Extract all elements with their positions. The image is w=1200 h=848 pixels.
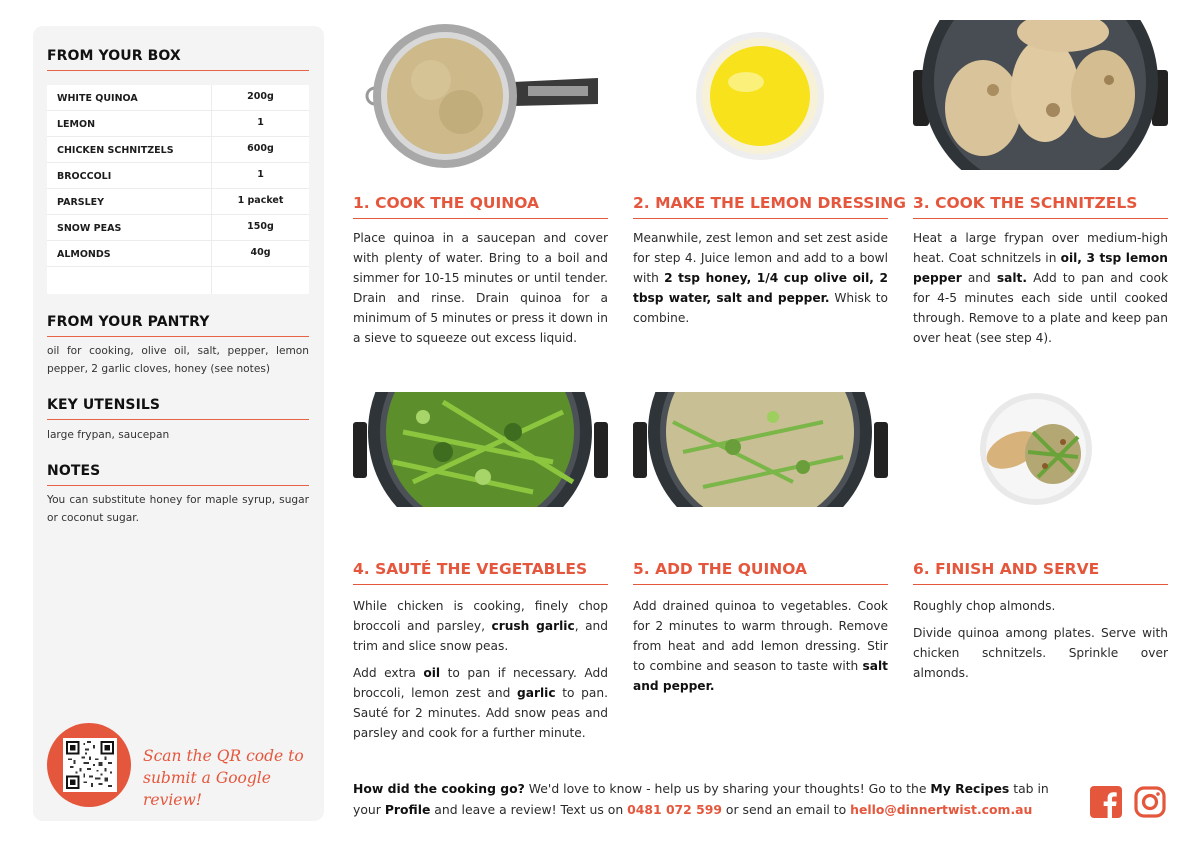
instruction-text: Place quinoa in a saucepan and cover with plenty of water. Bring to a boil and simmer for 10-15 minutes or until tender. Drain and rinse. Drain quinoa for a minimum of 5 minutes or press it down in a sieve to squeeze out excess liquid. bbox=[353, 231, 608, 345]
footer-emphasis: My Recipes bbox=[930, 781, 1010, 796]
ingredient-row bbox=[47, 215, 309, 241]
step-2-photo bbox=[633, 20, 888, 170]
instruction-paragraph bbox=[913, 228, 1168, 348]
ingredient-name: LEMON bbox=[57, 119, 96, 130]
ingredient-row-empty bbox=[47, 267, 309, 293]
instruction-text: to pan. Sauté for 2 minutes. Add snow peas and parsley and cook for a further minute. bbox=[353, 686, 608, 740]
step-6-photo bbox=[913, 392, 1168, 507]
step-instructions bbox=[633, 228, 888, 335]
step-title: 1. COOK THE QUINOA bbox=[353, 194, 608, 219]
qr-caption-line: Scan the QR code to bbox=[143, 747, 304, 765]
step-instructions bbox=[913, 596, 1168, 690]
step-5-photo bbox=[633, 392, 888, 507]
ingredient-row bbox=[47, 189, 309, 215]
footer-emphasis: How did the cooking go? bbox=[353, 781, 525, 796]
footer-emphasis: Profile bbox=[384, 802, 431, 817]
instagram-icon bbox=[1134, 786, 1166, 818]
instruction-emphasis: crush garlic bbox=[491, 619, 575, 633]
instruction-text: While chicken is cooking, finely chop broccoli and parsley, bbox=[353, 599, 608, 633]
step-instructions bbox=[633, 596, 888, 703]
qr-code-icon bbox=[66, 741, 114, 789]
ingredient-qty: 1 bbox=[257, 117, 264, 128]
qr-code[interactable] bbox=[63, 738, 117, 792]
ingredient-name: SNOW PEAS bbox=[57, 223, 122, 234]
instruction-emphasis: salt. bbox=[996, 271, 1028, 285]
step-instructions bbox=[353, 228, 608, 355]
qr-caption-line: submit a Google review! bbox=[143, 769, 271, 809]
step-4-photo bbox=[353, 392, 608, 507]
instruction-text: Divide quinoa among plates. Serve with chicken schnitzels. Sprinkle over almonds. bbox=[913, 626, 1168, 680]
ingredient-qty: 40g bbox=[250, 247, 271, 258]
utensils-text: large frypan, saucepan bbox=[47, 429, 170, 441]
ingredient-name: ALMONDS bbox=[57, 249, 111, 260]
instruction-paragraph bbox=[353, 663, 608, 743]
instruction-paragraph bbox=[353, 228, 608, 348]
facebook-icon bbox=[1090, 786, 1122, 818]
pantry-text: oil for cooking, olive oil, salt, pepper, lemon pepper, 2 garlic cloves, honey (see notes) bbox=[47, 345, 309, 375]
ingredient-name: PARSLEY bbox=[57, 197, 105, 208]
instagram-link[interactable] bbox=[1134, 786, 1166, 818]
footer-text: or send an email to bbox=[721, 802, 851, 817]
ingredient-name: WHITE QUINOA bbox=[57, 93, 138, 104]
from-your-box-title: FROM YOUR BOX bbox=[47, 48, 309, 71]
step-title: 4. SAUTÉ THE VEGETABLES bbox=[353, 560, 608, 585]
ingredient-qty: 200g bbox=[247, 91, 274, 102]
step-title: 3. COOK THE SCHNITZELS bbox=[913, 194, 1168, 219]
instruction-emphasis: salt and pepper. bbox=[633, 659, 888, 693]
instruction-text: Add extra bbox=[353, 666, 424, 680]
instruction-text: Meanwhile, zest lemon and set zest aside for step 4. Juice lemon and add to a bowl with bbox=[633, 231, 888, 285]
ingredient-name: CHICKEN SCHNITZELS bbox=[57, 145, 174, 156]
notes-text: You can substitute honey for maple syrup, sugar or coconut sugar. bbox=[47, 494, 309, 524]
ingredient-qty: 1 bbox=[257, 169, 264, 180]
instruction-text: Roughly chop almonds. bbox=[913, 599, 1056, 613]
notes-title: NOTES bbox=[47, 463, 309, 486]
qr-caption bbox=[143, 745, 313, 811]
instruction-emphasis: garlic bbox=[517, 686, 556, 700]
footer-contact[interactable]: hello@dinnertwist.com.au bbox=[850, 802, 1033, 817]
instruction-text: and bbox=[961, 271, 997, 285]
step-title: 6. FINISH AND SERVE bbox=[913, 560, 1168, 585]
step-3-photo bbox=[913, 20, 1168, 170]
instruction-paragraph bbox=[353, 596, 608, 656]
ingredient-row bbox=[47, 241, 309, 267]
ingredients-sidebar bbox=[33, 26, 324, 821]
from-your-pantry-title: FROM YOUR PANTRY bbox=[47, 314, 309, 337]
ingredient-row bbox=[47, 85, 309, 111]
instruction-paragraph bbox=[913, 623, 1168, 683]
key-utensils-title: KEY UTENSILS bbox=[47, 397, 309, 420]
step-title: 2. MAKE THE LEMON DRESSING bbox=[633, 194, 888, 219]
instruction-emphasis: oil bbox=[423, 666, 441, 680]
footer-contact[interactable]: 0481 072 599 bbox=[627, 802, 722, 817]
step-instructions bbox=[353, 596, 608, 750]
qr-code-badge[interactable] bbox=[47, 723, 131, 807]
instruction-text: to pan if necessary. Add broccoli, lemon zest and bbox=[353, 666, 608, 700]
ingredient-row bbox=[47, 111, 309, 137]
ingredient-qty: 150g bbox=[247, 221, 274, 232]
facebook-link[interactable] bbox=[1090, 786, 1122, 818]
footer-text: tab in your bbox=[353, 781, 1049, 817]
footer-text: and leave a review! Text us on bbox=[430, 802, 628, 817]
instruction-paragraph bbox=[633, 228, 888, 328]
instruction-text: , and trim and slice snow peas. bbox=[353, 619, 609, 653]
instruction-paragraph bbox=[913, 596, 1168, 616]
step-1-photo bbox=[353, 20, 608, 170]
ingredient-row bbox=[47, 163, 309, 189]
footer-text: We'd love to know - help us by sharing your thoughts! Go to the bbox=[524, 781, 931, 796]
ingredient-row bbox=[47, 137, 309, 163]
instruction-emphasis: oil, 3 tsp lemon pepper bbox=[913, 251, 1168, 285]
ingredient-qty: 1 packet bbox=[237, 195, 284, 206]
step-instructions bbox=[913, 228, 1168, 355]
step-title: 5. ADD THE QUINOA bbox=[633, 560, 888, 585]
instruction-paragraph bbox=[633, 596, 888, 696]
instruction-text: Whisk to combine. bbox=[633, 291, 888, 325]
review-footer bbox=[353, 778, 1073, 820]
ingredient-name: BROCCOLI bbox=[57, 171, 112, 182]
instruction-emphasis: 2 tsp honey, 1/4 cup olive oil, 2 tbsp water, salt and pepper. bbox=[633, 271, 888, 305]
ingredient-qty: 600g bbox=[247, 143, 274, 154]
instruction-text: Add drained quinoa to vegetables. Cook for 2 minutes to warm through. Remove from heat and add lemon dressing. Stir to combine and season to taste with bbox=[633, 599, 888, 673]
instruction-text: Heat a large frypan over medium-high heat. Coat schnitzels in bbox=[913, 231, 1168, 265]
instruction-text: Add to pan and cook for 4-5 minutes each side until cooked through. Remove to a plate and keep pan over heat (see step 4). bbox=[913, 271, 1169, 345]
ingredients-table bbox=[47, 85, 309, 294]
